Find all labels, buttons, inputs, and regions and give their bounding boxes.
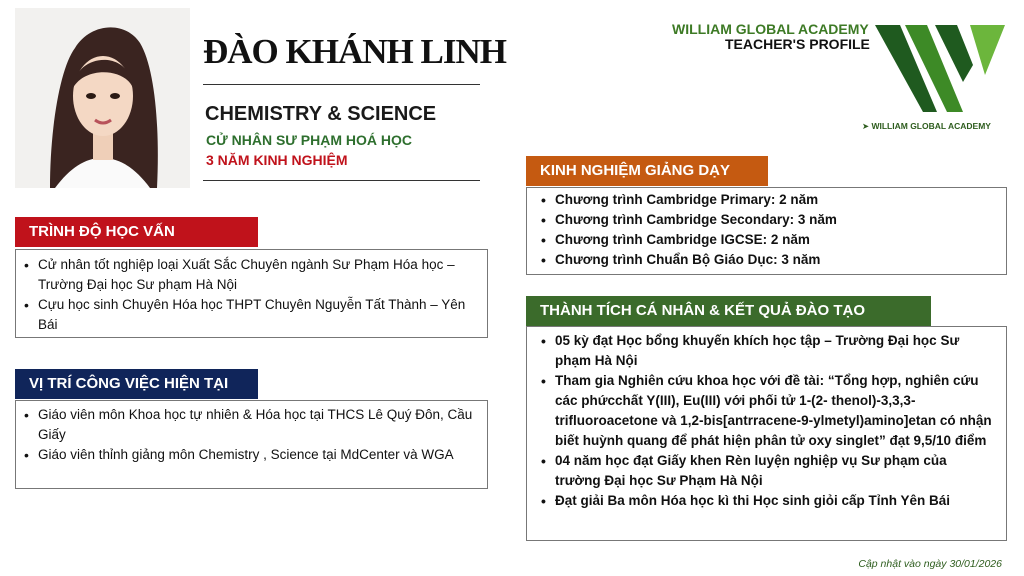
teacher-experience: 3 NĂM KINH NGHIỆM <box>206 152 348 168</box>
education-header: TRÌNH ĐỘ HỌC VẤN <box>15 217 258 247</box>
list-item: • Cựu học sinh Chuyên Hóa học THPT Chuyên Nguyễn Tất Thành – Yên Bái <box>18 295 479 335</box>
list-item: • Giáo viên thỉnh giảng môn Chemistry , Science tại MdCenter và WGA <box>18 445 479 465</box>
list-item: • Chương trình Cambridge Primary: 2 năm <box>535 190 998 210</box>
list-item: • Tham gia Nghiên cứu khoa học với đề tài: “Tổng hợp, nghiên cứu các phứcchất Y(III), Eu(III) với phối tử 1-(2- thenol)-3,3,3-trifluoroacetone và 1,2-bis[antrracene-9-ylmetyl)amino]etan có nhận biết huỳnh quang để phát hiện phân tử oxy singlet” đạt 9,5/10 điểm <box>535 371 994 451</box>
teacher-degree: CỬ NHÂN SƯ PHẠM HOÁ HỌC <box>206 132 413 148</box>
list-item: • Chương trình Cambridge Secondary: 3 năm <box>535 210 998 230</box>
education-box <box>15 249 488 338</box>
list-item: • Chương trình Chuẩn Bộ Giáo Dục: 3 năm <box>535 250 998 270</box>
achievements-box <box>526 326 1007 541</box>
portrait-photo <box>15 8 190 188</box>
teaching-header: KINH NGHIỆM GIẢNG DẠY <box>526 156 768 186</box>
achievements-header: THÀNH TÍCH CÁ NHÂN & KẾT QUẢ ĐÀO TẠO <box>526 296 931 326</box>
teaching-box <box>526 187 1007 275</box>
position-header: VỊ TRÍ CÔNG VIỆC HIỆN TẠI <box>15 369 258 399</box>
position-box <box>15 400 488 489</box>
list-item: • Chương trình Cambridge IGCSE: 2 năm <box>535 230 998 250</box>
divider <box>203 180 480 181</box>
list-item: • Đạt giải Ba môn Hóa học kì thi Học sinh giỏi cấp Tỉnh Yên Bái <box>535 491 994 511</box>
wga-logo <box>875 20 1010 120</box>
academy-name: WILLIAM GLOBAL ACADEMY <box>672 21 869 37</box>
list-item: • Giáo viên môn Khoa học tự nhiên & Hóa học tại THCS Lê Quý Đôn, Cầu Giấy <box>18 405 479 445</box>
list-item: • Cử nhân tốt nghiệp loại Xuất Sắc Chuyên ngành Sư Phạm Hóa học – Trường Đại học Sư phạm Hà Nội <box>18 255 479 295</box>
update-date: Cập nhật vào ngày 30/01/2026 <box>858 558 1002 570</box>
list-item: • 05 kỳ đạt Học bổng khuyến khích học tập – Trường Đại học Sư phạm Hà Nội <box>535 331 994 371</box>
teacher-name: ĐÀO KHÁNH LINH <box>203 32 506 71</box>
document-type: TEACHER'S PROFILE <box>725 36 870 52</box>
logo-caption: ➤ WILLIAM GLOBAL ACADEMY <box>862 121 991 131</box>
divider <box>203 84 480 85</box>
teacher-subject: CHEMISTRY & SCIENCE <box>205 103 437 125</box>
list-item: • 04 năm học đạt Giấy khen Rèn luyện nghiệp vụ Sư phạm của trường Đại học Sư Phạm Hà Nội <box>535 451 994 491</box>
